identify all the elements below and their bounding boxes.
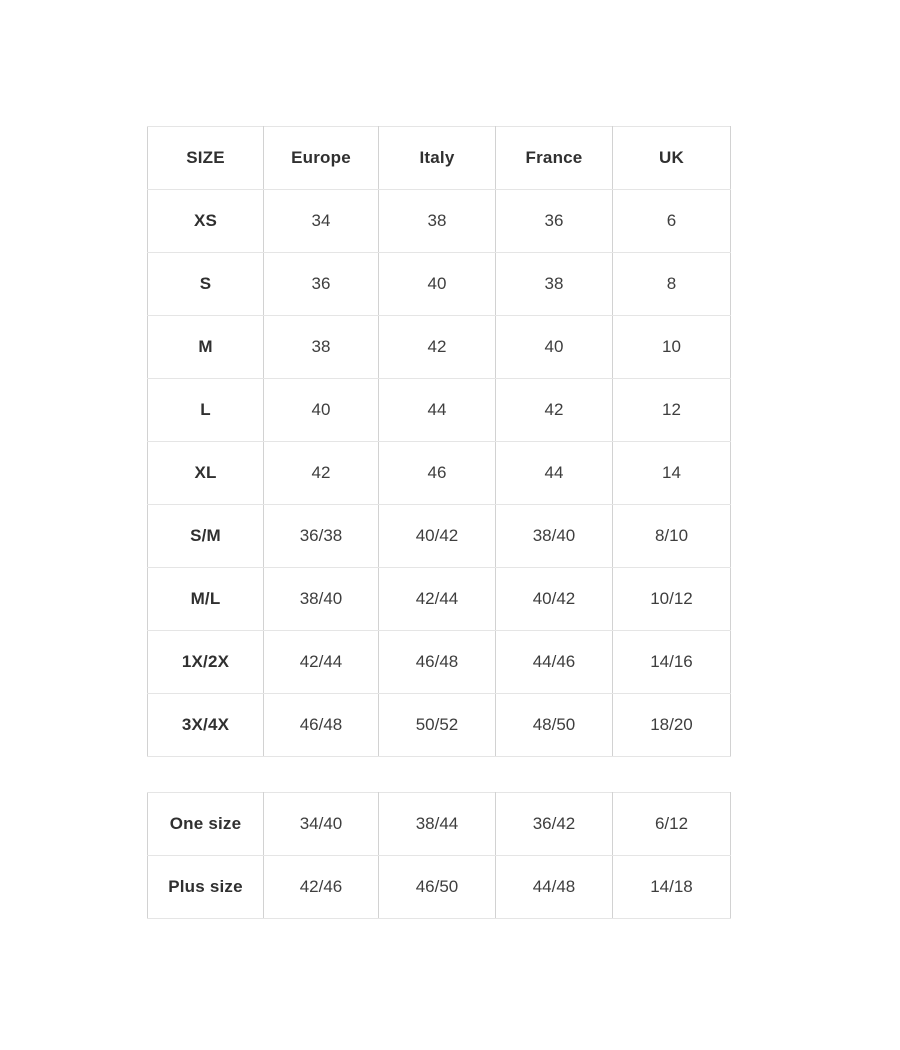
row-label: Plus size <box>148 856 264 919</box>
row-label: S <box>148 253 264 316</box>
table-cell: 40 <box>264 379 379 442</box>
table-cell: 46/50 <box>379 856 496 919</box>
column-header-france: France <box>496 127 613 190</box>
table-cell: 6 <box>613 190 731 253</box>
table-row-xl <box>148 442 731 505</box>
table-cell: 42/46 <box>264 856 379 919</box>
table-cell: 14 <box>613 442 731 505</box>
table-cell: 46/48 <box>264 694 379 757</box>
row-label: XS <box>148 190 264 253</box>
column-header-size: SIZE <box>148 127 264 190</box>
table-cell: 38/40 <box>496 505 613 568</box>
table-cell: 14/16 <box>613 631 731 694</box>
table-row-l <box>148 379 731 442</box>
table-cell: 40 <box>496 316 613 379</box>
column-header-europe: Europe <box>264 127 379 190</box>
table-cell: 44 <box>379 379 496 442</box>
table-cell: 42 <box>496 379 613 442</box>
table-cell: 38/40 <box>264 568 379 631</box>
table-cell: 38 <box>496 253 613 316</box>
table-row-s <box>148 253 731 316</box>
table-cell: 40 <box>379 253 496 316</box>
row-label: XL <box>148 442 264 505</box>
table-row-plus-size <box>148 856 731 919</box>
table-cell: 18/20 <box>613 694 731 757</box>
table-cell: 38 <box>264 316 379 379</box>
row-label: M/L <box>148 568 264 631</box>
column-header-uk: UK <box>613 127 731 190</box>
table-cell: 34 <box>264 190 379 253</box>
table-cell: 42 <box>264 442 379 505</box>
table-row-xs <box>148 190 731 253</box>
row-label: 3X/4X <box>148 694 264 757</box>
table-cell: 34/40 <box>264 793 379 856</box>
table-cell: 8 <box>613 253 731 316</box>
table-cell: 40/42 <box>496 568 613 631</box>
table-cell: 44/48 <box>496 856 613 919</box>
row-label: One size <box>148 793 264 856</box>
row-label: M <box>148 316 264 379</box>
table-cell: 42/44 <box>264 631 379 694</box>
table-cell: 36/42 <box>496 793 613 856</box>
table-row-one-size <box>148 793 731 856</box>
table-cell: 36 <box>496 190 613 253</box>
row-label: 1X/2X <box>148 631 264 694</box>
table-cell: 8/10 <box>613 505 731 568</box>
table-cell: 38/44 <box>379 793 496 856</box>
table-cell: 42 <box>379 316 496 379</box>
table-cell: 42/44 <box>379 568 496 631</box>
table-cell: 48/50 <box>496 694 613 757</box>
table-row-m <box>148 316 731 379</box>
row-label: L <box>148 379 264 442</box>
table-cell: 6/12 <box>613 793 731 856</box>
table-cell: 10/12 <box>613 568 731 631</box>
table-cell: 40/42 <box>379 505 496 568</box>
table-cell: 14/18 <box>613 856 731 919</box>
table-cell: 38 <box>379 190 496 253</box>
table-cell: 10 <box>613 316 731 379</box>
table-cell: 50/52 <box>379 694 496 757</box>
size-guide-section <box>147 126 731 919</box>
header-row <box>148 127 731 190</box>
row-label: S/M <box>148 505 264 568</box>
table-cell: 46 <box>379 442 496 505</box>
table-cell: 36 <box>264 253 379 316</box>
table-row-ml <box>148 568 731 631</box>
table-cell: 36/38 <box>264 505 379 568</box>
special-sizes-table <box>147 792 731 919</box>
table-cell: 44 <box>496 442 613 505</box>
table-cell: 44/46 <box>496 631 613 694</box>
column-header-italy: Italy <box>379 127 496 190</box>
table-cell: 12 <box>613 379 731 442</box>
table-cell: 46/48 <box>379 631 496 694</box>
size-conversion-table <box>147 126 731 757</box>
table-row-3x4x <box>148 694 731 757</box>
table-row-1x2x <box>148 631 731 694</box>
table-row-sm <box>148 505 731 568</box>
